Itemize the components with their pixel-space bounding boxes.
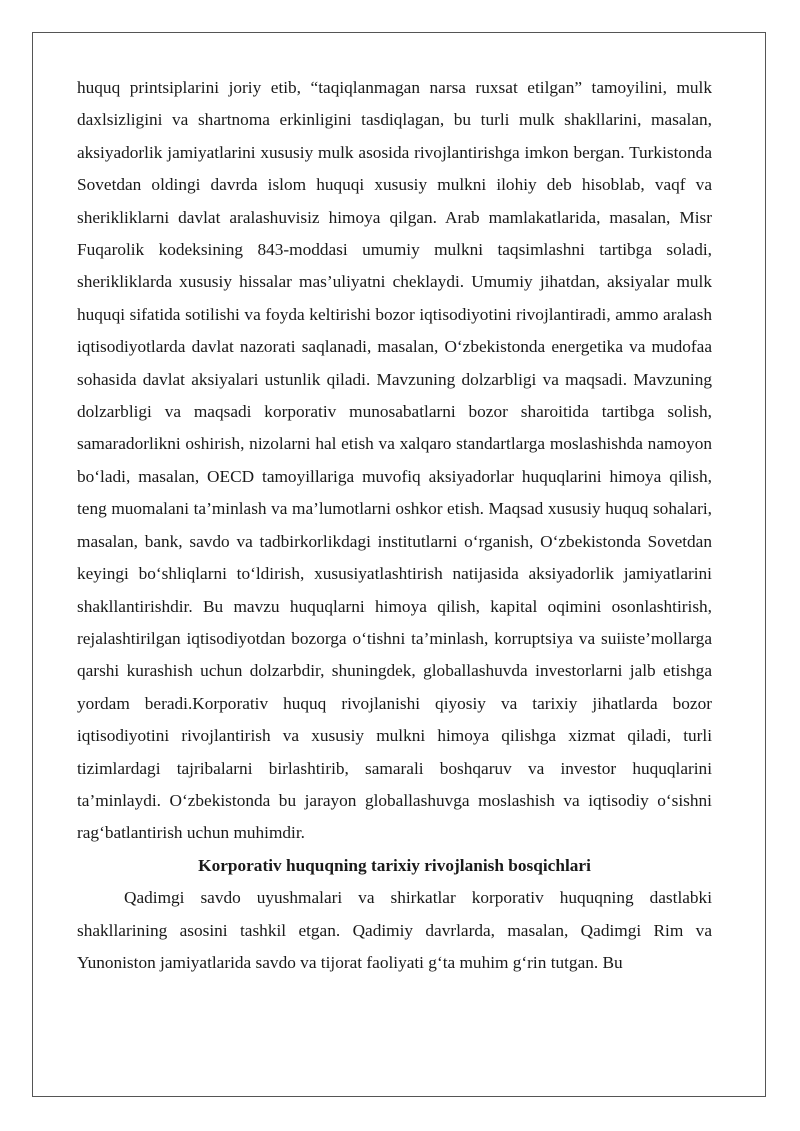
body-paragraph: Qadimgi savdo uyushmalari va shirkatlar korporativ huquqning dastlabki shakllarining asosini tashkil etgan. Qadimiy davrlarda, masalan, Qadimgi Rim va Yunoniston jamiyatlarida savdo va tijorat faoliyati g‘ta muhim g‘rin tutgan. Bu — [77, 888, 712, 972]
document-body — [77, 72, 712, 979]
body-paragraph: huquq printsiplarini joriy etib, “taqiqlanmagan narsa ruxsat etilgan” tamoyilini, mulk daxlsizligini va shartnoma erkinligini tasdiqlagan, bu turli mulk shakllarini, masalan, aksiyadorlik jamiyatlarini xususiy mulk asosida rivojlantirishga imkon bergan. Turkistonda Sovetdan oldingi davrda islom huquqi xususiy mulkni ilohiy deb hisoblab, vaqf va sherikliklarni davlat aralashuvisiz himoya qilgan. Arab mamlakatlarida, masalan, Misr Fuqarolik kodeksining 843-moddasi umumiy mulkni taqsimlashni tartibga soladi, sherikliklarda xususiy hissalar mas’uliyatni cheklaydi. Umumiy jihatdan, aksiyalar mulk huquqi sifatida sotilishi va foyda keltirishi bozor iqtisodiyotini rivojlantiradi, ammo aralash iqtisodiyotlarda davlat nazorati saqlanadi, masalan, O‘zbekistonda energetika va mudofaa sohasida davlat aksiyalari ustunlik qiladi. Mavzuning dolzarbligi va maqsadi. Mavzuning dolzarbligi va maqsadi korporativ munosabatlarni bozor sharoitida tartibga solish, samaradorlikni oshirish, nizolarni hal etish va xalqaro standartlarga moslashishda namoyon bo‘ladi, masalan, OECD tamoyillariga muvofiq aksiyadorlar huquqlarini himoya qilish, teng muomalani ta’minlash va ma’lumotlarni oshkor etish. Maqsad xususiy huquq sohalari, masalan, bank, savdo va tadbirkorlikdagi institutlarni o‘rganish, O‘zbekistonda Sovetdan keyingi bo‘shliqlarni to‘ldirish, xususiyatlashtirish natijasida aksiyadorlik jamiyatlarini shakllantirishdir. Bu mavzu huquqlarni himoya qilish, kapital oqimini osonlashtirish, rejalashtirilgan iqtisodiyotdan bozorga o‘tishni ta’minlash, korruptsiya va suiiste’mollarga qarshi kurashish uchun dolzarbdir, shuningdek, globallashuvda investorlarni jalb etishga yordam beradi.Korporativ huquq rivojlanishi qiyosiy va tarixiy jihatlarda bozor iqtisodiyotini rivojlantirish va xususiy mulkni himoya qilishga xizmat qiladi, turli tizimlardagi tajribalarni birlashtirib, samarali boshqaruv va investor huquqlarini ta’minlaydi. O‘zbekistonda bu jarayon globallashuvga moslashish va iqtisodiy o‘sishni rag‘batlantirish uchun muhimdir. — [77, 78, 712, 843]
section-heading: Korporativ huquqning tarixiy rivojlanish bosqichlari — [198, 855, 591, 875]
